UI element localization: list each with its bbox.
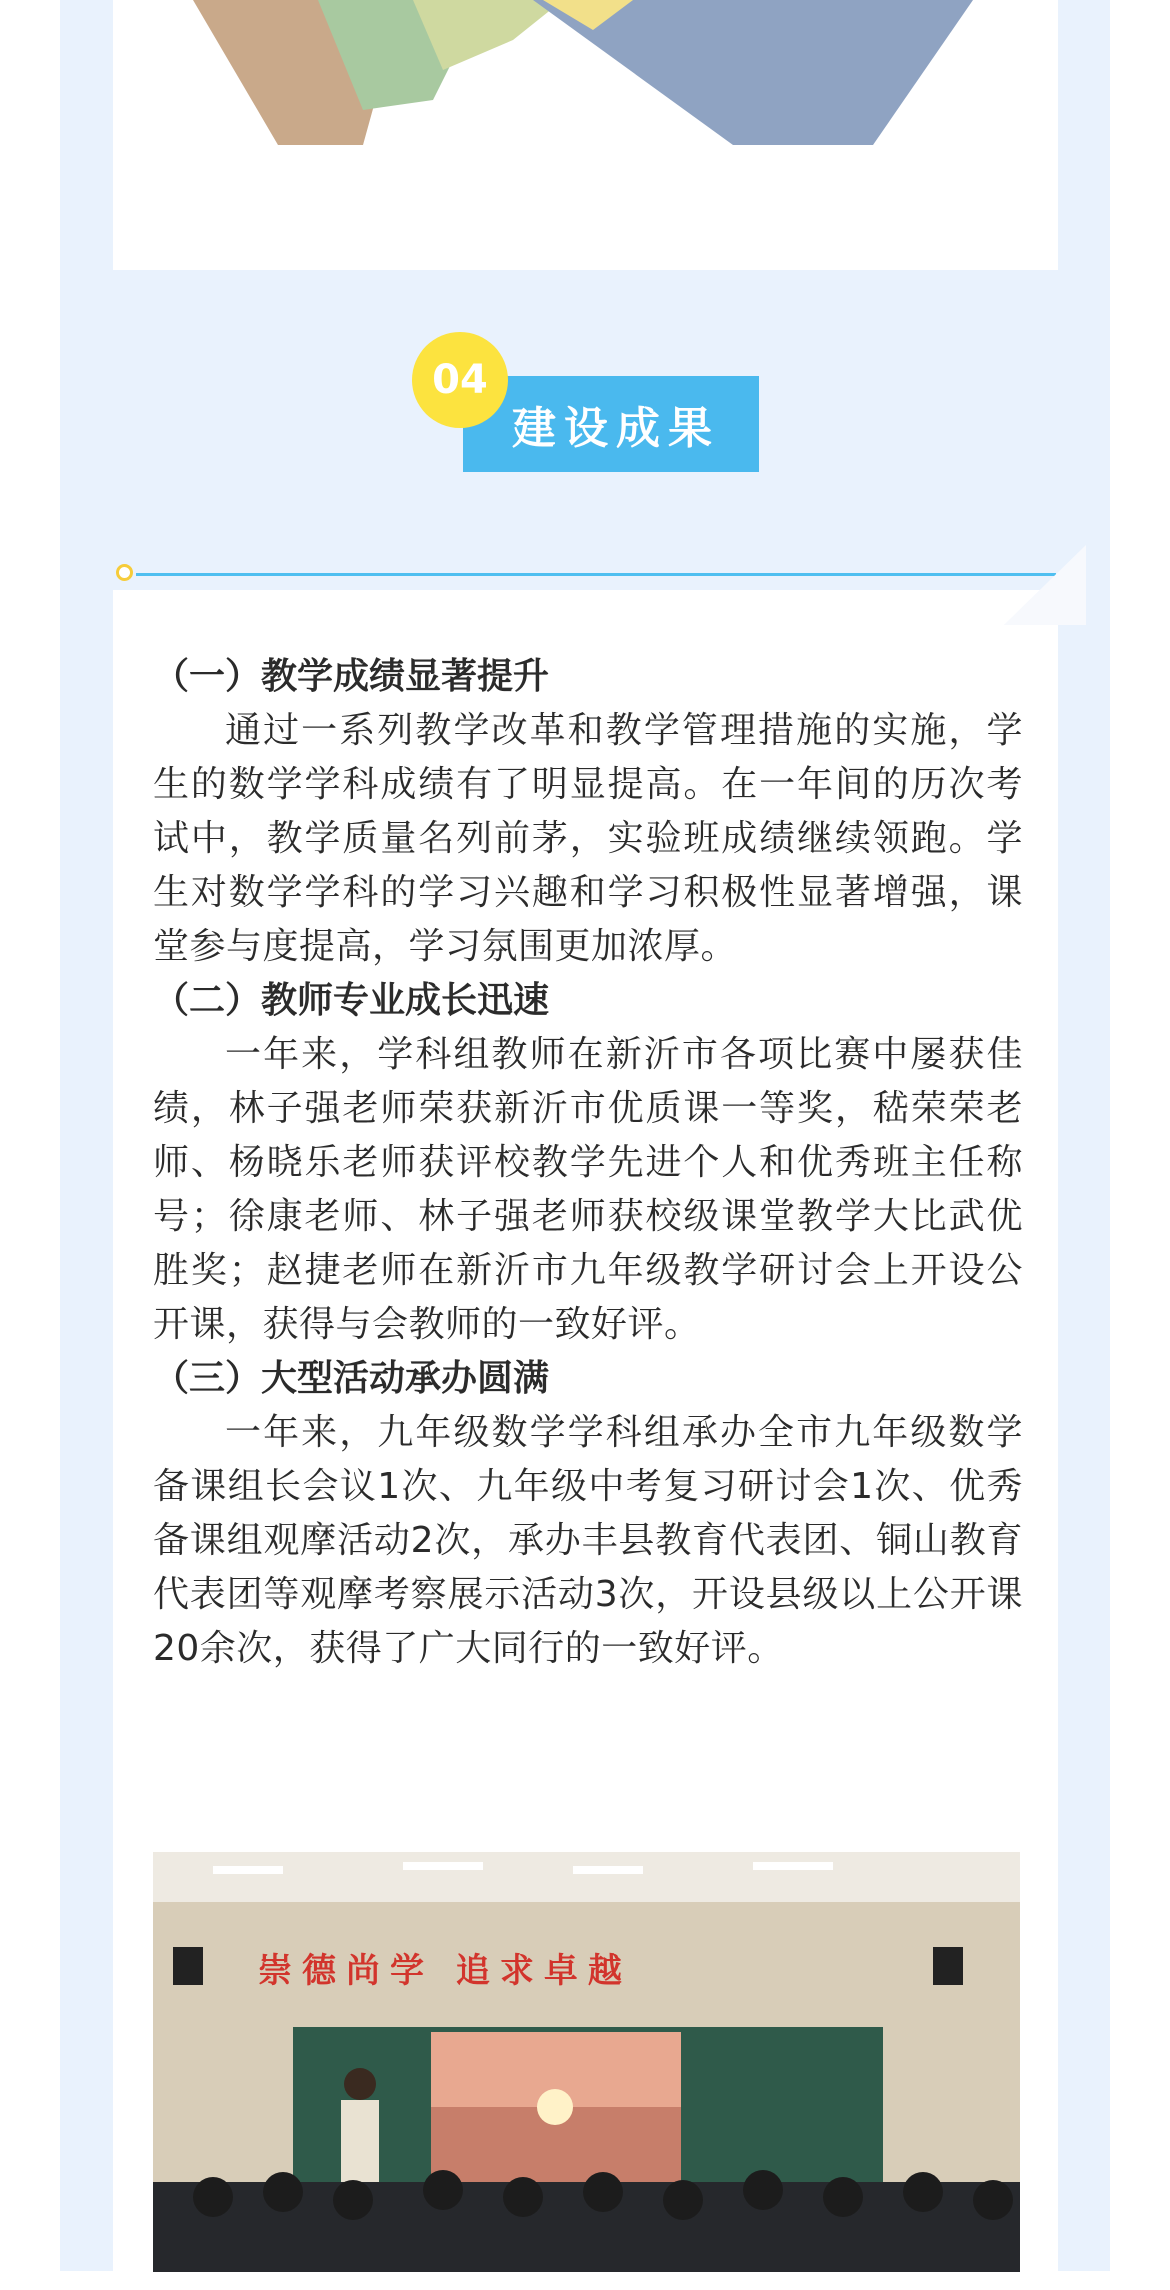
booklet-photo — [113, 0, 1058, 145]
heading-teacher-growth: （二）教师专业成长迅速 — [153, 980, 550, 1021]
classroom-photo — [153, 1852, 1020, 2272]
section-title: 建设成果 — [463, 376, 759, 472]
heading-events-hosted: （三）大型活动承办圆满 — [153, 1358, 550, 1399]
paragraph-teacher-growth: 一年来，学科组教师在新沂市各项比赛中屡获佳绩，林子强老师荣获新沂市优质课一等奖，嵇荣荣老师、杨晓乐老师获评校教学先进个人和优秀班主任称号；徐康老师、林子强老师获校级课堂教学大比武优胜奖；赵捷老师在新沂市九年级教学研讨会上开设公开课，获得与会教师的一致好评。 — [153, 1034, 1023, 1345]
heading-teaching-results: （一）教学成绩显著提升 — [153, 656, 550, 697]
divider-dot — [116, 564, 133, 581]
section-number-badge: 04 — [412, 332, 508, 428]
classroom-banner: 崇德尚学 追求卓越 — [258, 1951, 632, 1991]
paragraph-events-hosted: 一年来，九年级数学学科组承办全市九年级数学备课组长会议1次、九年级中考复习研讨会1次、优秀备课组观摩活动2次，承办丰县教育代表团、铜山教育代表团等观摩考察展示活动3次，开设县级以上公开课20余次，获得了广大同行的一致好评。 — [153, 1412, 1023, 1669]
article-text — [153, 650, 1023, 1676]
section-divider-line — [136, 573, 1056, 576]
booklet-card — [113, 0, 1058, 270]
corner-fold-decoration — [1004, 545, 1086, 625]
paragraph-teaching-results: 通过一系列教学改革和教学管理措施的实施，学生的数学学科成绩有了明显提高。在一年间的历次考试中，教学质量名列前茅，实验班成绩继续领跑。学生对数学学科的学习兴趣和学习积极性显著增强，课堂参与度提高，学习氛围更加浓厚。 — [153, 710, 1023, 967]
section-header — [412, 332, 762, 472]
content-card — [113, 590, 1058, 2290]
